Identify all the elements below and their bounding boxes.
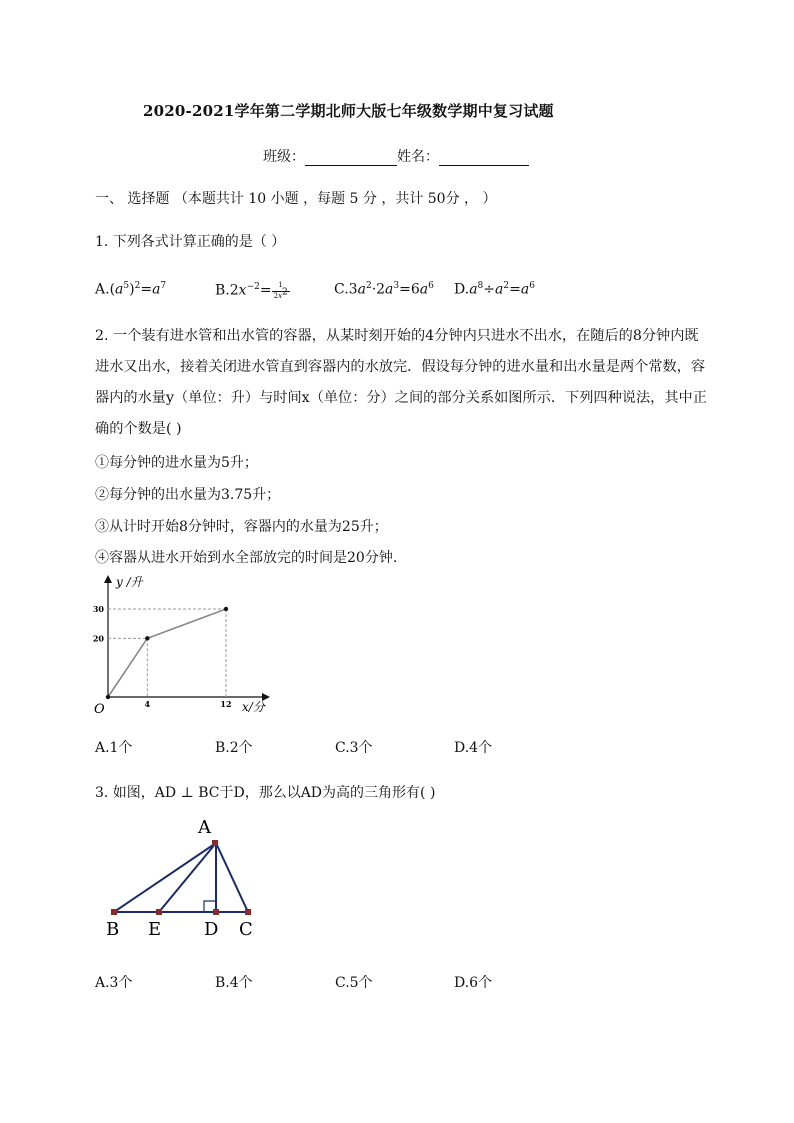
question-3-triangle-figure: [100, 812, 270, 942]
x-tick-label-12: 12: [220, 699, 232, 709]
x-tick-label-4: 4: [144, 699, 151, 709]
point-b: [111, 909, 117, 915]
label-a: A: [198, 817, 211, 838]
point-e: [156, 909, 162, 915]
label-e: E: [148, 919, 162, 940]
label-b: B: [106, 919, 120, 940]
point-a: [212, 840, 218, 846]
question-2-option-d: D.4个: [454, 740, 493, 756]
segment-ae: [159, 843, 216, 912]
section-heading: 一、 选择题 （本题共计 10 小题 ，每题 5 分 ，共计 50分 ， ）: [95, 191, 497, 207]
question-1-option-c: $C.3a^2\cdot 2a^3=6a^6$: [334, 281, 434, 298]
y-tick-label-20: 20: [92, 633, 104, 644]
question-2-stem: 2. 一个装有进水管和出水管的容器，从某时刻开始的4分钟内只进水不出水，在随后的8分钟内既进水又出水，接着关闭进水管直到容器内的水放完．假设每分钟的进水量和出水量是两个常数，容器内的水量y（单位：升）与时间x（单位：分）之间的部分关系如图所示．下列四种说法，其中正确的个数是( ): [95, 328, 707, 437]
question-1-option-a: $A.(a^5)^2=a^7$: [95, 281, 167, 298]
student-info-line: [263, 146, 529, 166]
question-3-option-c: C.5个: [335, 975, 373, 991]
question-3-option-d: D.6个: [454, 975, 493, 991]
segment-ab: [114, 843, 216, 912]
label-c: C: [239, 919, 253, 940]
question-2-option-b: B.2个: [215, 740, 253, 756]
y-tick-label-30: 30: [92, 604, 104, 614]
label-d: D: [204, 919, 219, 940]
page-title: 2020-2021学年第二学期北师大版七年级数学期中复习试题: [143, 102, 554, 120]
origin-label: O: [94, 702, 105, 717]
question-2-statement-1: ①每分钟的进水量为5升；: [95, 455, 258, 471]
question-1-option-d: $D.a^8\div a^2=a^6$: [454, 281, 535, 298]
question-2-option-c: C.3个: [335, 740, 373, 756]
y-axis-arrow: [104, 575, 112, 583]
x-axis-label: x/分: [242, 700, 265, 714]
question-3-option-b: B.4个: [215, 975, 253, 991]
question-2-statement-4: ④容器从进水开始到水全部放完的时间是20分钟.: [95, 550, 398, 566]
data-point-0: [106, 695, 110, 699]
data-point-4: [145, 636, 149, 640]
point-d: [213, 909, 219, 915]
class-label: 班级：: [263, 149, 305, 165]
question-3-option-a: A.3个: [95, 975, 133, 991]
question-2-statement-3: ③从计时开始8分钟时，容器内的水量为25升；: [95, 519, 388, 535]
question-1-stem: 1. 下列各式计算正确的是（ ）: [95, 234, 286, 250]
question-2-option-a: A.1个: [95, 740, 133, 756]
question-2-water-graph: [88, 570, 278, 720]
fraction-one-over-2x2: $\frac{1}{2x^2}$: [273, 281, 288, 301]
name-label: 姓名：: [397, 149, 439, 165]
segment-ac: [216, 843, 248, 912]
question-2-statement-2: ②每分钟的出水量为3.75升；: [95, 487, 281, 503]
question-3-stem: 3. 如图，AD ⊥ BC于D，那么以AD为高的三角形有( ): [95, 785, 436, 801]
y-axis-label: y /升: [116, 575, 143, 589]
point-c: [245, 909, 251, 915]
data-point-12: [224, 607, 228, 611]
series-line: [108, 609, 226, 697]
question-1-option-b: $B.2x^{-2}=\frac{1}{2x^2}$: [215, 281, 288, 301]
class-blank: [305, 151, 397, 166]
name-blank: [439, 151, 529, 166]
